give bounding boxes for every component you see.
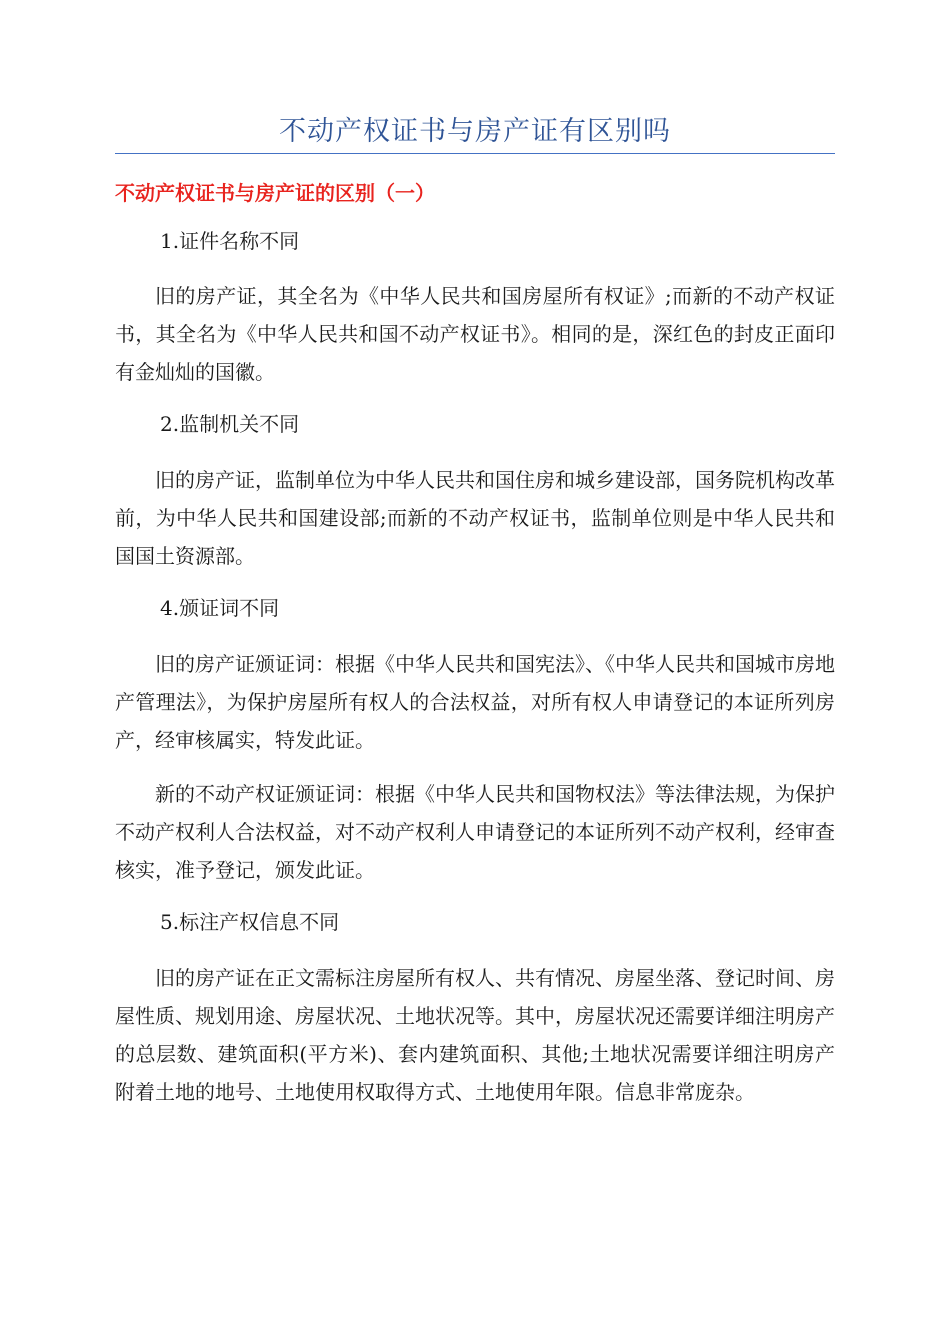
page-title: 不动产权证书与房产证有区别吗 — [279, 116, 671, 147]
paragraph-2-1: 旧的房产证，监制单位为中华人民共和国住房和城乡建设部，国务院机构改革前，为中华人民共和国建设部;而新的不动产权证书，监制单位则是中华人民共和国国土资源部。 — [115, 468, 835, 568]
paragraph-4-2: 新的不动产权证颁证词：根据《中华人民共和国物权法》等法律法规，为保护不动产权利人合法权益，对不动产权利人申请登记的本证所列不动产权利，经审查核实，准予登记，颁发此证。 — [115, 782, 835, 882]
paragraph-4-1: 旧的房产证颁证词：根据《中华人民共和国宪法》、《中华人民共和国城市房地产管理法》，为保护房屋所有权人的合法权益，对所有权人申请登记的本证所列房产，经审核属实，特发此证。 — [115, 652, 835, 752]
item-label-4: 4.颁证词不同 — [160, 596, 280, 620]
item-label-1: 1.证件名称不同 — [160, 229, 300, 253]
title-divider — [115, 153, 835, 154]
paragraph-1-1: 旧的房产证，其全名为《中华人民共和国房屋所有权证》;而新的不动产权证书，其全名为《中华人民共和国不动产权证书》。相同的是，深红色的封皮正面印有金灿灿的国徽。 — [115, 284, 835, 384]
paragraph-5-1: 旧的房产证在正文需标注房屋所有权人、共有情况、房屋坐落、登记时间、房屋性质、规划用途、房屋状况、土地状况等。其中，房屋状况还需要详细注明房产的总层数、建筑面积(平方米)、套内建筑面积、其他;土地状况需要详细注明房产附着土地的地号、土地使用权取得方式、土地使用年限。信息非常庞杂。 — [115, 966, 835, 1104]
section-heading: 不动产权证书与房产证的区别（一） — [115, 181, 435, 205]
item-label-2: 2.监制机关不同 — [160, 412, 300, 436]
item-label-5: 5.标注产权信息不同 — [160, 910, 340, 934]
